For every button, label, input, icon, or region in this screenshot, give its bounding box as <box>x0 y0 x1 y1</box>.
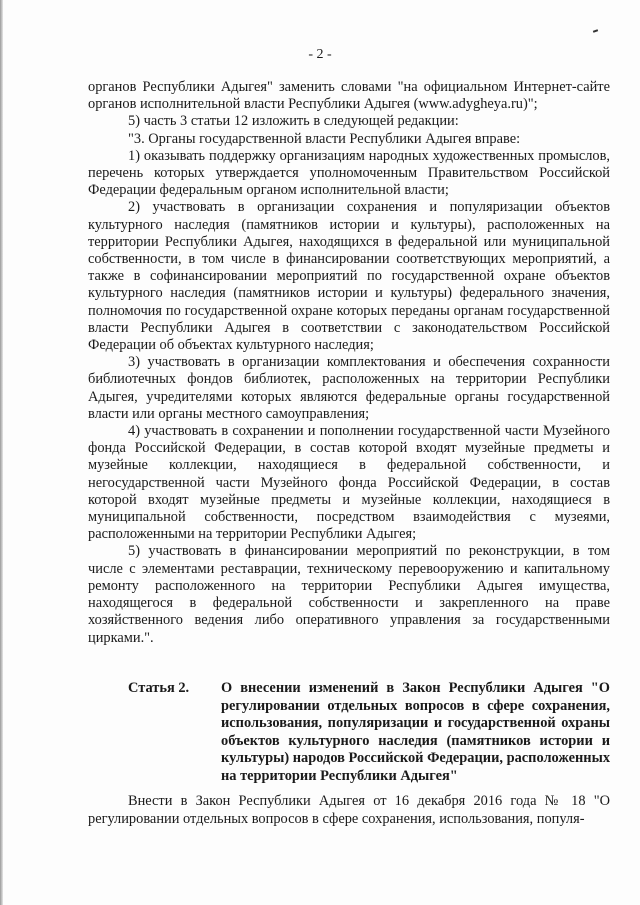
paragraph-amendment-5: 5) часть 3 статьи 12 изложить в следующей редакции: <box>128 113 459 130</box>
paragraph-item-2: 2) участвовать в организации сохранения и популяризации объектов культурного наследия (памятников истории и культуры), расположенных на территории Республики Адыгея, находящихся в федеральной или муниципальной собственности, в том числе в финансировании соответствующих мероприятий, а также в софинансировании мероприятий по государственной охране объектов культурного наследия (памятников истории и культуры) федерального значения, полномочия по государственной охране которых переданы органам государственной власти Республики Адыгея в соответствии с законодательством Российской Федерации об объектах культурного наследия; <box>88 199 610 354</box>
scan-mark <box>593 29 598 33</box>
paragraph-continuation: органов Республики Адыгея" заменить словами "на официальном Интернет-сайте органов исполнительной власти Республики Адыгея (www.adygheya.ru)"; <box>88 79 610 113</box>
paragraph-part-3: "3. Органы государственной власти Республики Адыгея вправе: <box>128 130 521 147</box>
paragraph-item-3: 3) участвовать в организации комплектования и обеспечения сохранности библиотечных фондов библиотек, расположенных на территории Республики Адыгея, учредителями которых являются федеральные органы государственной власти или органы местного самоуправления; <box>88 354 610 422</box>
article-heading <box>128 680 610 786</box>
article-title: О внесении изменений в Закон Республики Адыгея "О регулировании отдельных вопросов в сфере сохранения, использования, популяризации и государственной охраны объектов культурного наследия (памятников истории и культуры) народов Российской Федерации, расположенных на территории Республики Адыгея" <box>221 680 611 784</box>
closing-paragraph: Внести в Закон Республики Адыгея от 16 декабря 2016 года № 18 "О регулировании отдельных вопросов в сфере сохранения, использования, популя- <box>88 793 610 827</box>
page-number: - 2 - <box>308 47 332 62</box>
paragraph-item-4: 4) участвовать в сохранении и пополнении государственной части Музейного фонда Российской Федерации, в состав которой входят музейные предметы и музейные коллекции, находящиеся в федеральной собственности, и негосударственной части Музейного фонда Российской Федерации, в состав которой входят музейные предметы и музейные коллекции, находящиеся в муниципальной собственности, посредством взаимодействия с музеями, расположенными на территории Республики Адыгея; <box>88 423 610 543</box>
closing-text <box>88 793 610 828</box>
body-text <box>88 79 610 647</box>
paragraph-item-5: 5) участвовать в финансировании мероприятий по реконструкции, в том числе с элементами реставрации, техническому перевооружению и капитальному ремонту расположенного на территории Республики Адыгея имущества, находящегося в федеральной собственности и закрепленного на праве хозяйственного ведения либо оперативного управления за государственными цирками.". <box>88 543 610 646</box>
article-label: Статья 2. <box>128 680 190 696</box>
paragraph-item-1: 1) оказывать поддержку организациям народных художественных промыслов, перечень которых утверждается уполномоченным Правительством Российской Федерации федеральным органом исполнительной власти; <box>88 147 610 199</box>
scan-edge-shadow <box>0 0 3 905</box>
